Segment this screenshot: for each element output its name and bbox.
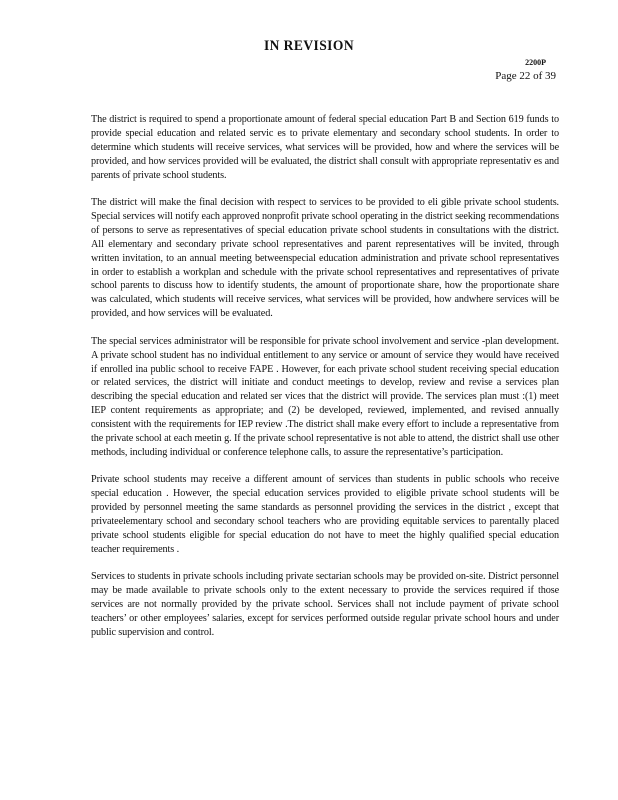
paragraph-personnel-standards: Private school students may receive a different amount of services than students in public schools who receive special education . However, the special education services provided to eligible private school students will be provided by personnel meeting the same standards as personnel providing the services in the district , except that privateelementary school and secondary school teachers who are providing equitable services to parentally placed private school students eligible for special education do not have to meet the highly qualified special education teacher requirements . [91,474,559,555]
document-code: 2200P [525,58,546,67]
document-body [91,113,559,653]
page-title: IN REVISION [263,38,355,54]
paragraph-consultation-process: The district will make the final decision with respect to services to be provided to eli gible private school students. Special services will notify each approved nonprofit private school operating in the district seeking recommendations of persons to serve as representatives of special education private school students in consultations with the district. All elementary and secondary private school representatives and parent representatives will be invited, through written invitation, to an annual meeting betweenspecial education administration and private school representatives in order to establish a workplan and schedule with the private school representatives and representatives of private school parents to discuss how to identify students, the amount of proportionate share, how the proportionate share was calculated, which students will receive services, what services will be provided, how andwhere services will be provided, and how services will be evaluated. [91,197,559,320]
paragraph-services-plan: The special services administrator will be responsible for private school involvement and service -plan development. A private school student has no individual entitlement to any service or amount of service they would have received if enrolled ina public school to receive FAPE . However, for each private school student receiving special education or related services, the district will initiate and conduct meetings to develop, review and revise a services plan describing the special education and related ser vices that the district will provide. The services plan must :(1) meet IEP content requirements as appropriate; and (2) be developed, reviewed, implemented, and revised annually consistent with the requirements for IEP review .The district shall make every effort to include a representative from the private school at each meetin g. If the private school representative is not able to attend, the district shall use other methods, including individual or conference telephone calls, to assure the representative’s participation. [91,335,559,458]
paragraph-proportionate-funding: The district is required to spend a proportionate amount of federal special education Part B and Section 619 funds to provide special education and related servic es to private elementary and secondary school students. In order to determine which students will receive services, what services will be provided, how and where the services will be provided, and how services provided will be evaluated, the district shall consult with appropriate representativ es and parents of private school students. [91,114,559,181]
paragraph-on-site-services: Services to students in private schools including private sectarian schools may be provided on-site. District personnel may be made available to private schools only to the extent necessary to provide the services required if those services are not normally provided by the private school. Services shall not include payment of private school teachers’ or other employees’ salaries, except for services performed outside regular private school hours and under public supervision and control. [91,571,559,638]
page-number: Page 22 of 39 [495,70,556,82]
